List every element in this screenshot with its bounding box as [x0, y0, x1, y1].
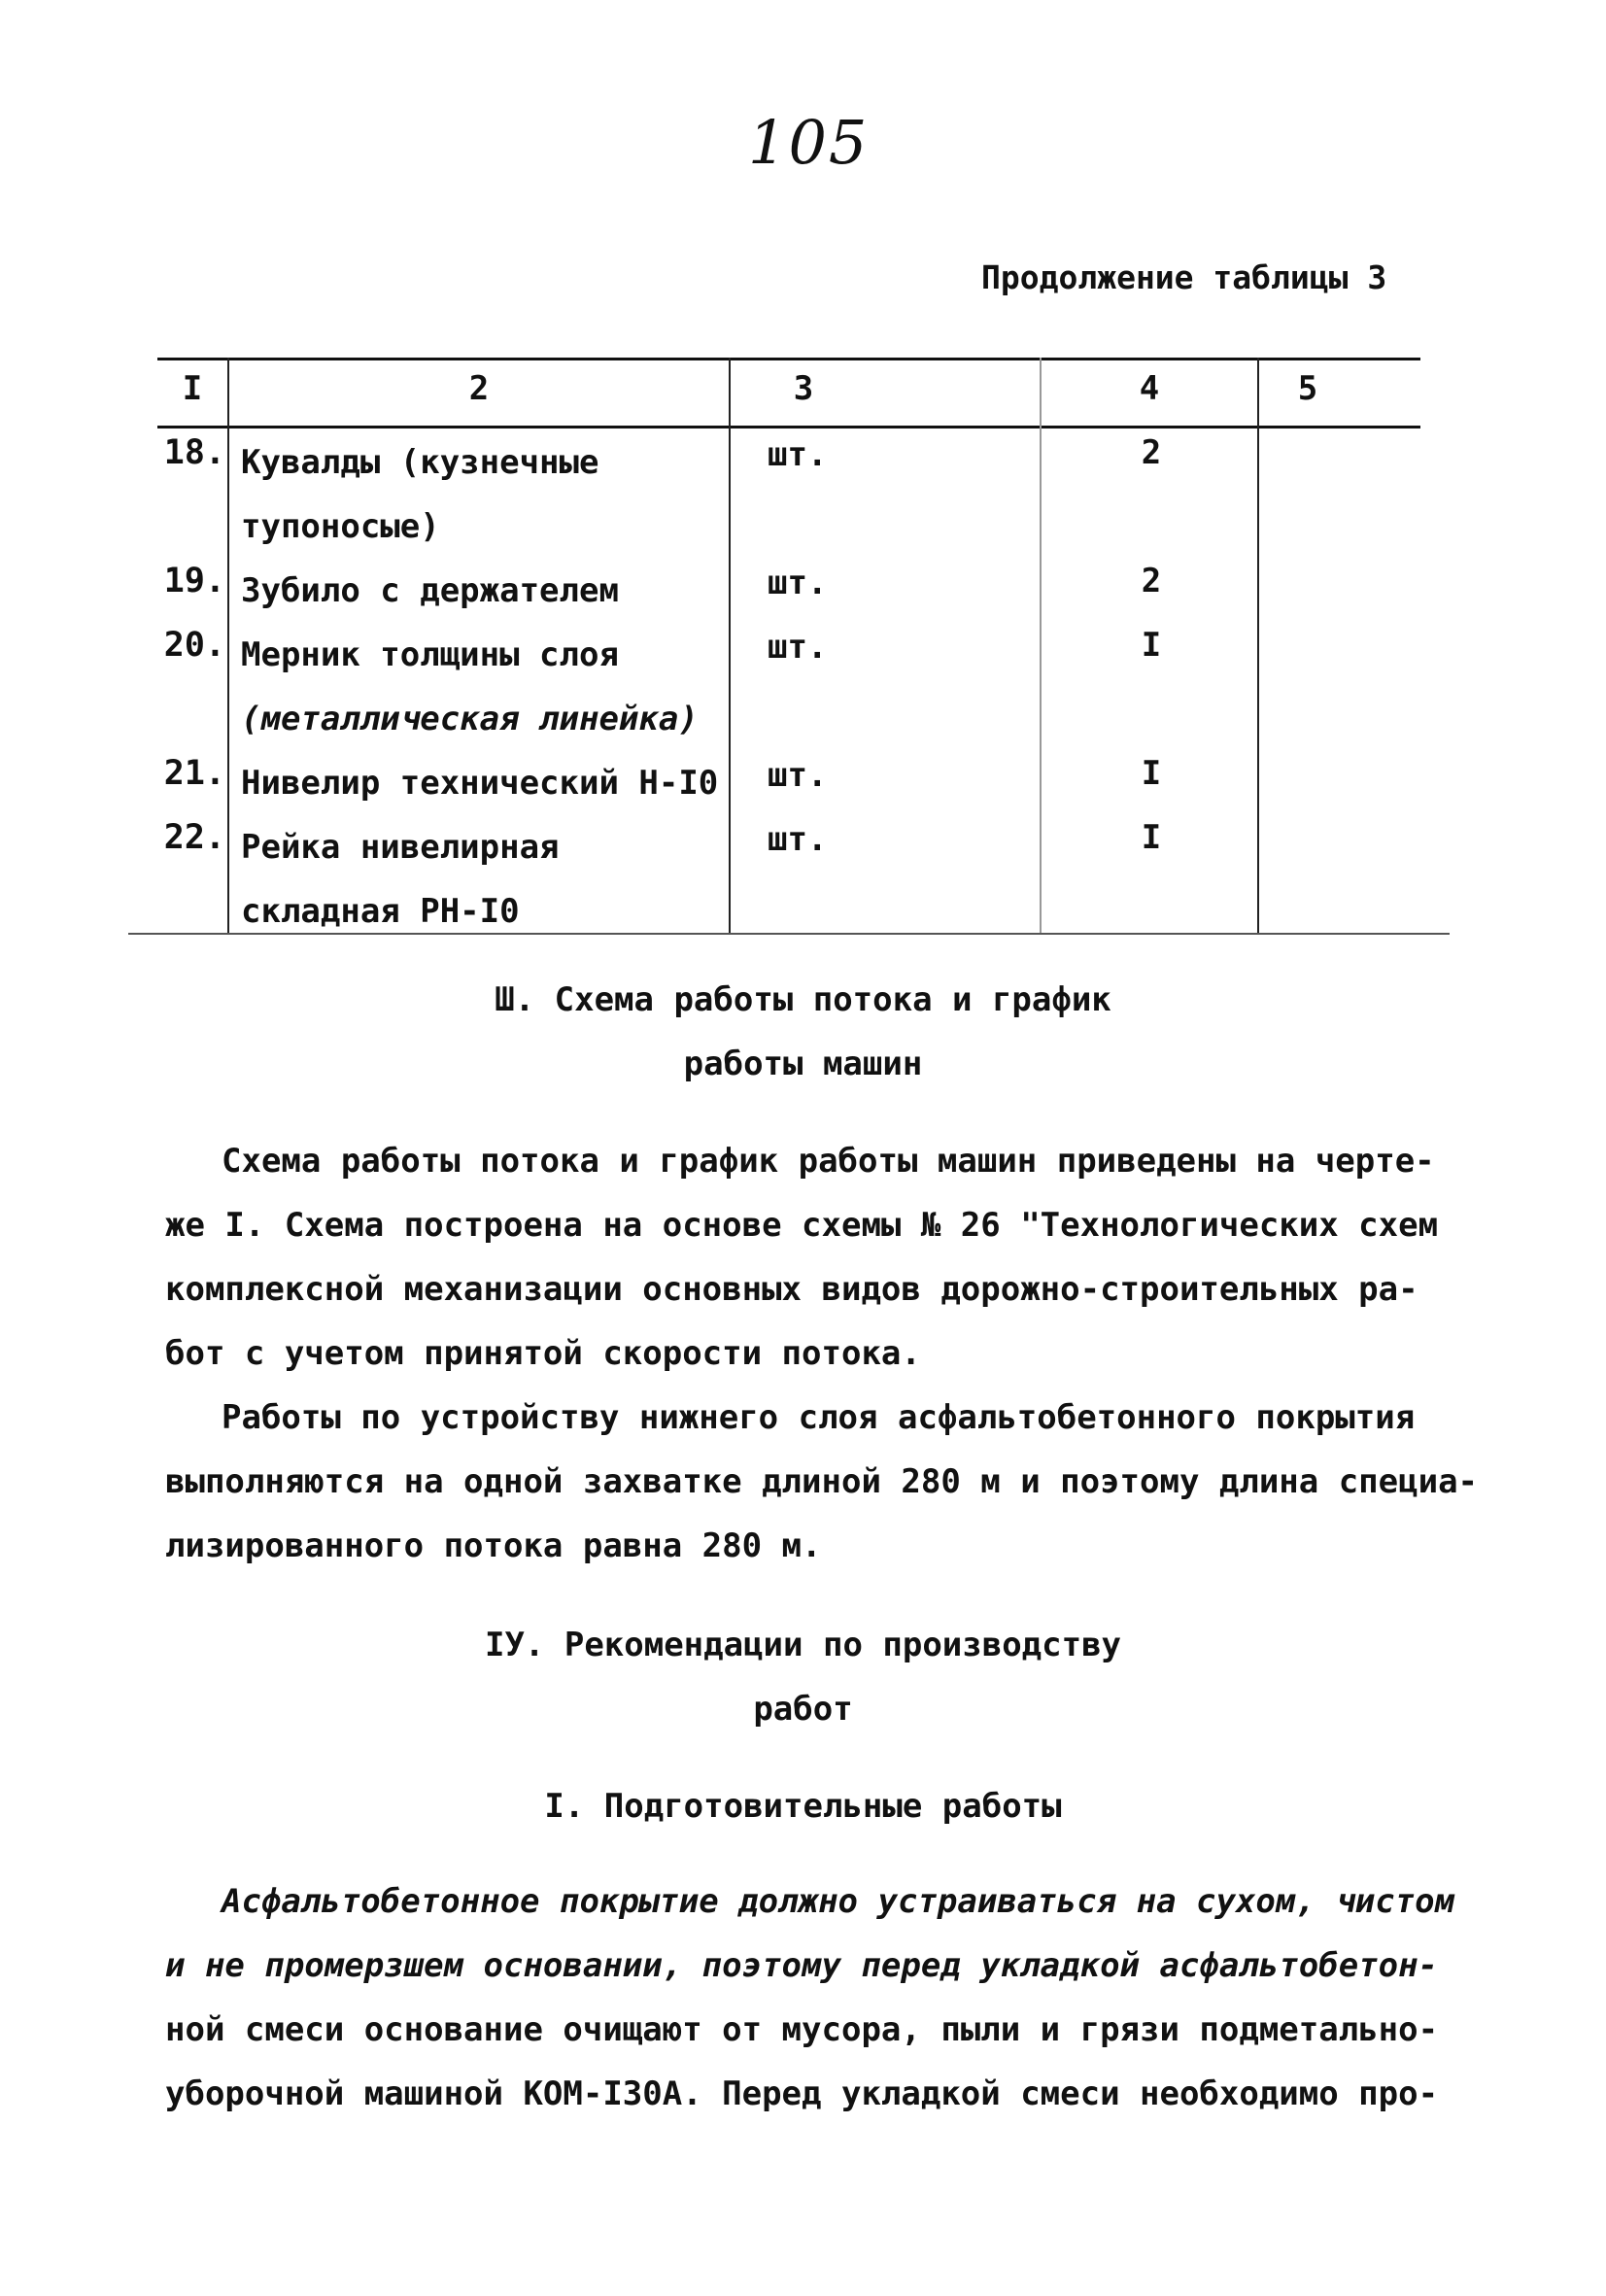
- paragraph-line: бот с учетом принятой скорости потока.: [165, 1334, 921, 1373]
- paragraph-line: Работы по устройству нижнего слоя асфальтобетонного покрытия: [222, 1398, 1416, 1437]
- table-col-divider: [729, 358, 731, 933]
- row-number: 20.: [163, 626, 225, 665]
- row-unit: шт.: [768, 820, 828, 859]
- paragraph-line: Схема работы потока и график работы машин приведены на черте-: [222, 1142, 1435, 1181]
- row-name-line: (металлическая линейка): [241, 700, 699, 738]
- paragraph-line: выполняются на одной захватке длиной 280 м и поэтому длина специа-: [165, 1462, 1479, 1501]
- row-quantity: I: [1141, 754, 1162, 793]
- row-name-line: Мерник толщины слоя: [241, 635, 619, 674]
- table-continuation-label: Продолжение таблицы 3: [981, 258, 1387, 296]
- section-3-title-line: Ш. Схема работы потока и график: [495, 980, 1111, 1019]
- row-quantity: 2: [1141, 433, 1162, 472]
- column-number: 5: [1297, 369, 1318, 408]
- section-4-title-line: IУ. Рекомендации по производству: [484, 1626, 1122, 1664]
- row-quantity: 2: [1141, 562, 1162, 600]
- paragraph-line: комплексной механизации основных видов дорожно-строительных ра-: [165, 1270, 1418, 1309]
- row-quantity: I: [1141, 818, 1162, 857]
- row-name: [241, 623, 699, 751]
- row-name-line: Рейка нивелирная: [241, 828, 560, 867]
- paragraph-line: Асфальтобетонное покрытие должно устраиваться на сухом, чистом: [222, 1882, 1455, 1921]
- section-4-paragraph: [165, 1869, 1467, 2126]
- row-name-line: тупоносые): [241, 507, 440, 546]
- row-name-line: складная РН-I0: [241, 892, 520, 931]
- section-3-title-line: работы машин: [683, 1045, 923, 1083]
- column-number: 3: [793, 369, 814, 408]
- section-4-title: [0, 1613, 1606, 1741]
- paragraph-line: ной смеси основание очищают от мусора, пыли и грязи подметально-: [165, 2010, 1439, 2049]
- row-unit: шт.: [768, 756, 828, 795]
- table-header-rule: [157, 426, 1420, 428]
- row-number: 22.: [163, 818, 225, 857]
- paragraph-line: лизированного потока равна 280 м.: [165, 1526, 822, 1565]
- row-name: [241, 815, 560, 943]
- paragraph-line: уборочной машиной КОМ-I30А. Перед укладкой смеси необходимо про-: [165, 2074, 1439, 2113]
- row-number: 18.: [163, 433, 225, 472]
- section-3-paragraph-1: [165, 1129, 1467, 1386]
- row-unit: шт.: [768, 435, 828, 474]
- table-top-rule: [157, 358, 1420, 360]
- row-quantity: I: [1141, 626, 1162, 665]
- row-unit: шт.: [768, 628, 828, 667]
- section-3-paragraph-2: [165, 1386, 1479, 1578]
- row-name-line: Нивелир технический Н-I0: [241, 764, 719, 803]
- equipment-table: [157, 352, 1420, 935]
- column-number: 2: [468, 369, 490, 408]
- table-col-divider: [1257, 358, 1259, 933]
- subsection-title: I. Подготовительные работы: [544, 1787, 1062, 1826]
- paragraph-line: же I. Схема построена на основе схемы № 26 "Технологических схем: [165, 1206, 1439, 1245]
- row-name: [241, 430, 598, 559]
- row-unit: шт.: [768, 564, 828, 602]
- table-col-divider: [227, 358, 229, 933]
- section-3-title: [0, 968, 1606, 1096]
- row-name-line: Кувалды (кузнечные: [241, 443, 599, 482]
- column-number: I: [182, 369, 203, 408]
- row-number: 21.: [163, 754, 225, 793]
- section-4-title-line: работ: [753, 1690, 853, 1729]
- row-number: 19.: [163, 562, 225, 600]
- paragraph-line: и не промерзшем основании, поэтому перед укладкой асфальтобетон-: [165, 1946, 1439, 1985]
- row-name-line: Зубило с держателем: [241, 571, 619, 610]
- page-number: 105: [748, 107, 870, 178]
- table-col-divider: [1040, 358, 1042, 933]
- row-name: [241, 751, 718, 815]
- row-name: [241, 559, 619, 623]
- column-number: 4: [1139, 369, 1160, 408]
